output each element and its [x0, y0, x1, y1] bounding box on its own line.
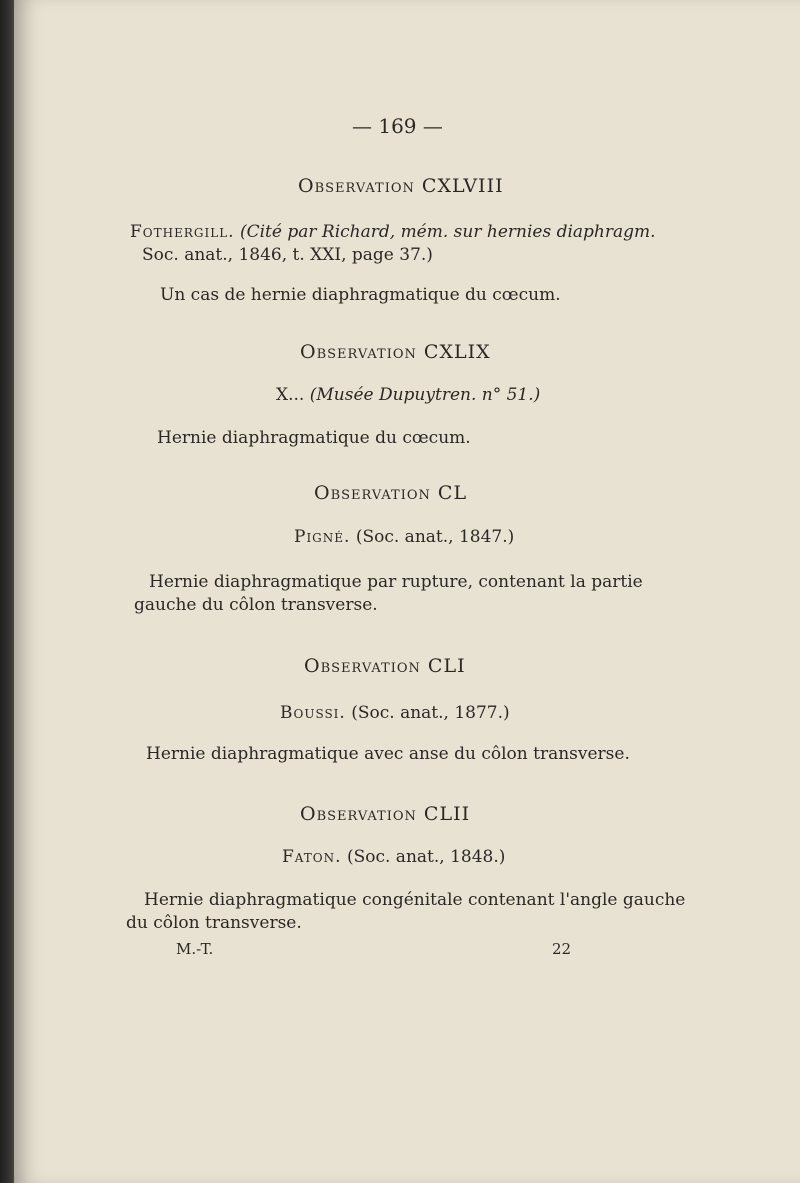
source-reference: (Soc. anat., 1877.) — [351, 703, 510, 723]
source-reference: (Cité par Richard, mém. sur hernies diaphragm. — [239, 222, 656, 242]
observation-description-continued: gauche du côlon transverse. — [134, 595, 378, 615]
source-reference-continued: Soc. anat., 1846, t. XXI, page 37.) — [142, 245, 433, 265]
observation-title: Observation CXLIX — [300, 341, 491, 363]
source-reference: (Soc. anat., 1847.) — [355, 527, 515, 547]
observation-source — [130, 222, 656, 242]
observation-description-continued: du côlon transverse. — [126, 913, 302, 933]
signature-mark: M.-T. — [176, 940, 214, 958]
observation-title: Observation CLI — [304, 655, 466, 677]
observation-description: Hernie diaphragmatique avec anse du côlon transverse. — [146, 744, 630, 764]
observation-title: Observation CXLVIII — [298, 175, 504, 197]
observation-description: Hernie diaphragmatique par rupture, contenant la partie — [149, 572, 643, 592]
observation-description: Hernie diaphragmatique congénitale contenant l'angle gauche — [144, 890, 686, 910]
source-author: Pigné. — [294, 527, 351, 547]
source-author: Faton. — [282, 847, 342, 867]
observation-source — [276, 385, 540, 405]
observation-source — [280, 703, 510, 723]
sheet-number: 22 — [552, 940, 572, 958]
observation-source — [282, 847, 505, 867]
source-author: X... — [276, 385, 305, 405]
page-number: — 169 — — [352, 114, 443, 138]
source-reference: (Musée Dupuytren. n° 51.) — [309, 385, 541, 405]
document-page — [14, 0, 800, 1183]
observation-title: Observation CL — [314, 482, 468, 504]
source-reference: (Soc. anat., 1848.) — [346, 847, 506, 867]
observation-source — [294, 527, 514, 547]
observation-title: Observation CLII — [300, 803, 471, 825]
source-author: Boussi. — [280, 703, 346, 723]
source-author: Fothergill. — [130, 222, 235, 242]
observation-description: Un cas de hernie diaphragmatique du cœcum. — [160, 285, 561, 305]
observation-description: Hernie diaphragmatique du cœcum. — [157, 428, 471, 448]
